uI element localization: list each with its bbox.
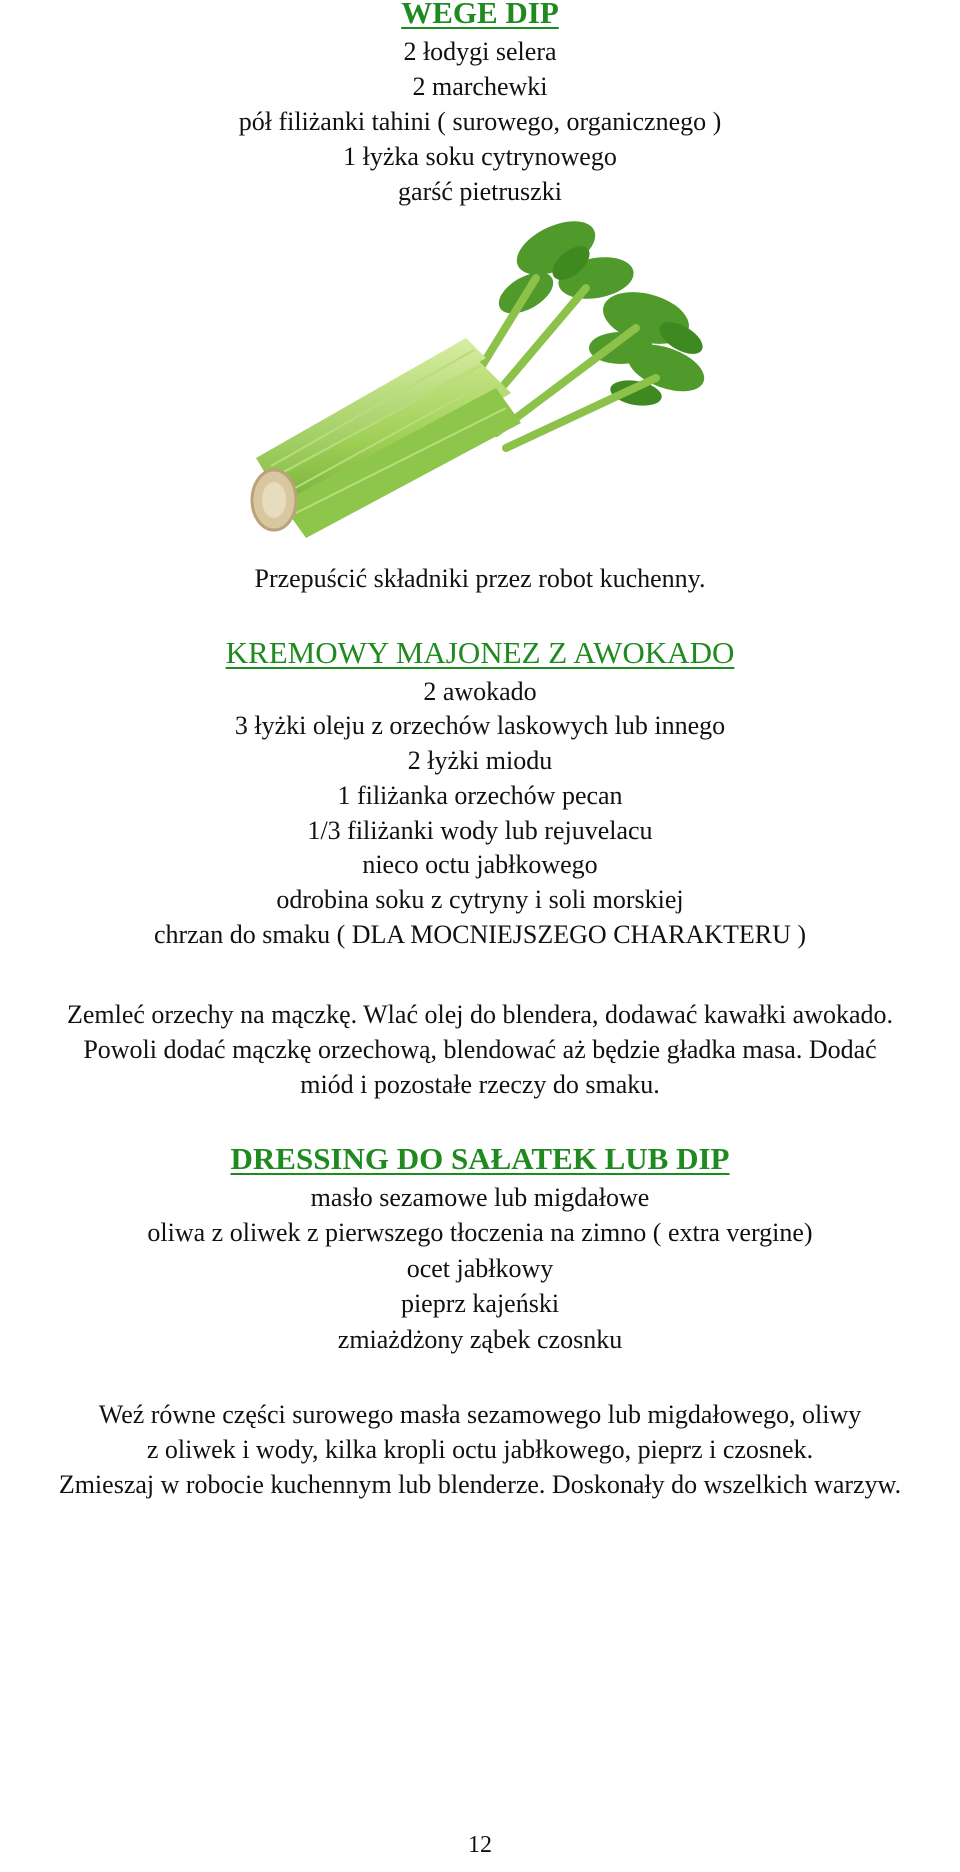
ingredient-line: 3 łyżki oleju z orzechów laskowych lub innego	[234, 711, 726, 740]
instruction-line: Przepuścić składniki przez robot kuchenny.	[254, 564, 706, 593]
recipe-title-dressing: DRESSING DO SAŁATEK LUB DIP	[230, 1141, 730, 1176]
ingredient-line: garść pietruszki	[398, 177, 562, 206]
ingredient-line: zmiażdżony ząbek czosnku	[337, 1325, 623, 1354]
ingredient-line: 2 łodygi selera	[403, 37, 557, 66]
ingredient-line: pieprz kajeński	[400, 1289, 560, 1318]
ingredient-line: pół filiżanki tahini ( surowego, organicznego )	[238, 107, 722, 136]
ingredient-line: 1 łyżka soku cytrynowego	[343, 142, 617, 171]
ingredient-line: 2 łyżki miodu	[407, 746, 553, 775]
ingredient-line: 1 filiżanka orzechów pecan	[337, 781, 623, 810]
recipe-title-avocado-mayo: KREMOWY MAJONEZ Z AWOKADO	[225, 635, 735, 670]
ingredient-line: oliwa z oliwek z pierwszego tłoczenia na zimno ( extra vergine)	[147, 1218, 813, 1247]
ingredient-line: masło sezamowe lub migdałowe	[310, 1183, 650, 1212]
instruction-line: Zemleć orzechy na mączkę. Wlać olej do blendera, dodawać kawałki awokado.	[66, 1000, 894, 1029]
celery-image	[226, 208, 726, 548]
instruction-line: Powoli dodać mączkę orzechową, blendować aż będzie gładka masa. Dodać	[83, 1035, 877, 1064]
ingredient-line: 2 marchewki	[412, 72, 548, 101]
ingredient-line: nieco octu jabłkowego	[362, 850, 598, 879]
instruction-line: Zmieszaj w robocie kuchennym lub blenderze. Doskonały do wszelkich warzyw.	[58, 1470, 902, 1499]
ingredient-line: 1/3 filiżanki wody lub rejuvelacu	[307, 816, 653, 845]
ingredient-line: odrobina soku z cytryny i soli morskiej	[276, 885, 684, 914]
recipe-title-wege-dip: WEGE DIP	[401, 0, 559, 30]
ingredient-line: chrzan do smaku ( DLA MOCNIEJSZEGO CHARAKTERU )	[153, 920, 807, 949]
page-number: 12	[468, 1832, 492, 1858]
ingredient-line: 2 awokado	[423, 677, 537, 706]
ingredient-line: ocet jabłkowy	[406, 1254, 554, 1283]
instruction-line: miód i pozostałe rzeczy do smaku.	[300, 1070, 660, 1099]
instruction-line: z oliwek i wody, kilka kropli octu jabłkowego, pieprz i czosnek.	[146, 1435, 814, 1464]
instruction-line: Weź równe części surowego masła sezamowego lub migdałowego, oliwy	[98, 1400, 862, 1429]
